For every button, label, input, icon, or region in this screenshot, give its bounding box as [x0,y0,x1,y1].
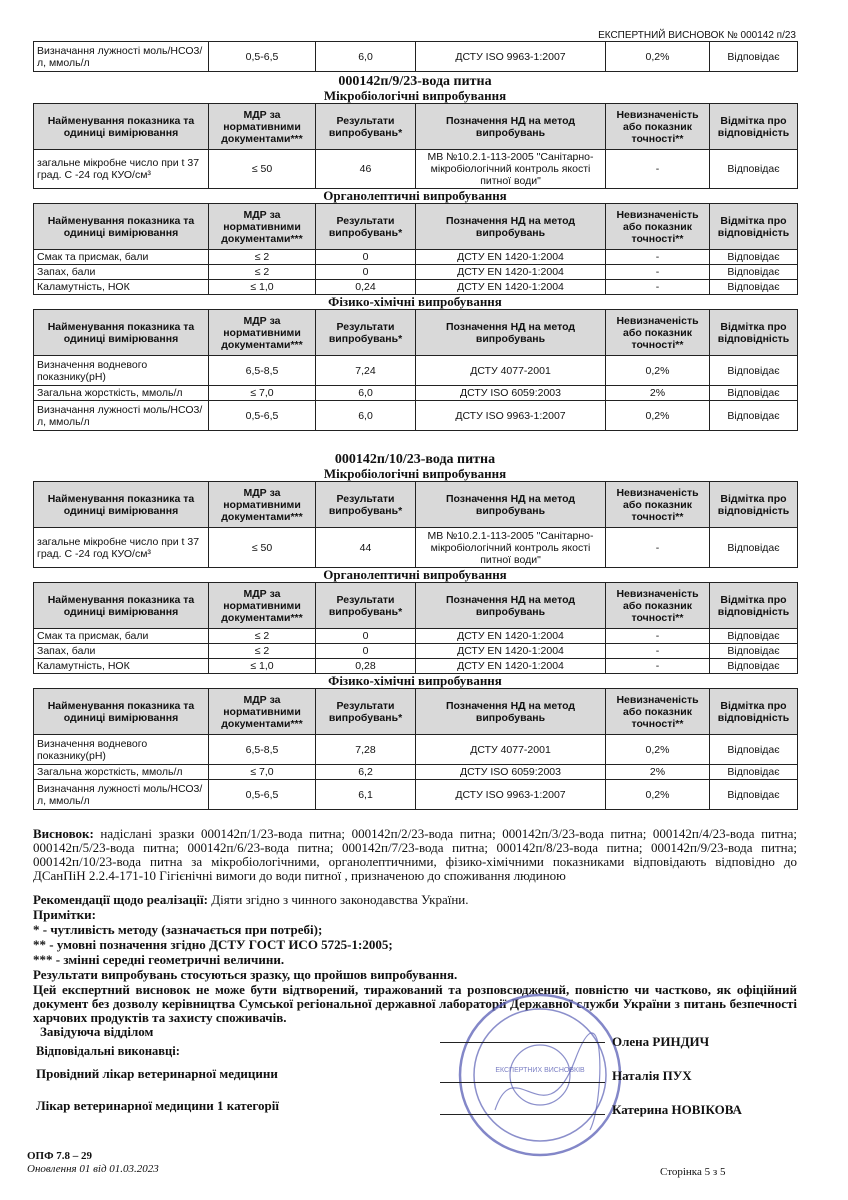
table-cell: - [606,528,710,568]
organo-section-title: Органолептичні випробування [323,567,507,582]
column-header: МДР за нормативними документами*** [209,204,316,250]
table-cell: Відповідає [710,280,798,295]
column-header: Результати випробувань* [316,482,416,528]
column-header: Результати випробувань* [316,204,416,250]
table-header-row [34,583,798,629]
table-cell: Каламутність, НОК [34,659,209,674]
table-cell: ≤ 7,0 [209,765,316,780]
table-cell: 6,0 [316,386,416,401]
signature-line [440,1114,605,1115]
table-cell: Визначання лужності моль/НСО3/л, ммоль/л [34,780,209,810]
conclusion-text: надіслані зразки 000142п/1/23-вода питна; 000142п/2/23-вода питна; 000142п/3/23-вода питна; 000142п/4/23-вода питна; 000142п/5/23-вода питна; 000142п/6/23-вода питна; 000142п/7/23-вода питна; 000142п/8/23-вода питна; 000142п/9/23-вода питна; 000142п/10/23-вода питна за мікробіологічними, органолептичними, фізико-хімічними показниками відповідають відповідно до ДСанПіН 2.2.4-171-10 Гігієнічні вимоги до води питної , призначеною до споживання людиною [33,826,797,883]
table-cell: - [606,659,710,674]
table-cell: 7,28 [316,735,416,765]
table-cell: ≤ 50 [209,528,316,568]
page-number: Сторінка 5 з 5 [660,1166,726,1178]
column-header: Відмітка про відповідність [710,689,798,735]
table-cell: 0,24 [316,280,416,295]
vet2-label: Лікар ветеринарної медицини 1 категорії [36,1098,279,1113]
table-cell: 6,1 [316,780,416,810]
table-cell: 0,5-6,5 [209,780,316,810]
table-row [34,644,798,659]
physchem-table [33,688,798,810]
table-cell: Загальна жорсткість, ммоль/л [34,386,209,401]
organo-table [33,582,798,674]
micro-section-title: Мікробіологічні випробування [323,466,507,481]
column-header: Відмітка про відповідність [710,310,798,356]
head-label: Завідуюча відділом [40,1024,154,1039]
table-row [34,280,798,295]
table-cell: МВ №10.2.1-113-2005 "Санітарно-мікробіологічний контроль якості питної води" [416,150,606,189]
executors-label: Відповідальні виконавці: [36,1044,180,1058]
table-row [34,386,798,401]
signature-line [440,1042,605,1043]
column-header: Позначення НД на метод випробувань [416,204,606,250]
table-cell: 0,5-6,5 [209,42,316,72]
column-header: Найменування показника та одиниці вимірювання [34,310,209,356]
table-cell: Відповідає [710,150,798,189]
table-cell: 7,24 [316,356,416,386]
table-cell: ДСТУ EN 1420-1:2004 [416,280,606,295]
table-cell: ДСТУ EN 1420-1:2004 [416,629,606,644]
table-cell: Відповідає [710,386,798,401]
column-header: Результати випробувань* [316,104,416,150]
table-header-row [34,104,798,150]
column-header: Результати випробувань* [316,310,416,356]
table-cell: Відповідає [710,528,798,568]
table-cell: Смак та присмак, бали [34,250,209,265]
table-row [34,356,798,386]
table-cell: загальне мікробне число при t 37 град. С -24 год КУО/см³ [34,150,209,189]
sample-title: 000142п/9/23-вода питна [338,74,492,89]
table-cell: Відповідає [710,250,798,265]
table-cell: 0,2% [606,735,710,765]
table-cell: Запах, бали [34,265,209,280]
table-row [34,528,798,568]
head-name: Олена РИНДИЧ [612,1034,710,1049]
table-row [34,780,798,810]
column-header: МДР за нормативними документами*** [209,583,316,629]
column-header: Найменування показника та одиниці вимірювання [34,204,209,250]
micro-section-title: Мікробіологічні випробування [323,88,507,103]
top-continuation [33,41,797,72]
table-cell: ДСТУ ISO 9963-1:2007 [416,401,606,431]
disclaimer: Цей експертний висновок не може бути відтворений, тиражований та розповсюджений, повністю чи частково, як офіційний документ без дозволу керівництва Сумської регіональної державної лабораторії Державної служби України з питань безпечності харчових продуктів та захисту споживачів. [33,982,797,1025]
table-cell: ДСТУ 4077-2001 [416,356,606,386]
table-cell: ДСТУ ISO 6059:2003 [416,765,606,780]
table-cell: ≤ 2 [209,644,316,659]
micro-table [33,481,798,568]
official-stamp [455,990,625,1160]
table-cell: - [606,644,710,659]
table-cell: Відповідає [710,629,798,644]
column-header: Невизначеність або показник точності** [606,583,710,629]
column-header: Найменування показника та одиниці вимірювання [34,689,209,735]
table-cell: ДСТУ ISO 9963-1:2007 [416,780,606,810]
table-cell: ДСТУ EN 1420-1:2004 [416,659,606,674]
column-header: Найменування показника та одиниці вимірювання [34,482,209,528]
vet2-name: Катерина НОВІКОВА [612,1102,742,1117]
column-header: Відмітка про відповідність [710,482,798,528]
column-header: Найменування показника та одиниці вимірювання [34,583,209,629]
sample-block [33,74,797,431]
table-cell: Визначення водневого показнику(pH) [34,735,209,765]
table-cell: 0,2% [606,42,710,72]
table-cell: Відповідає [710,765,798,780]
table-cell: Відповідає [710,780,798,810]
organo-section-title: Органолептичні випробування [323,188,507,203]
table-cell: ≤ 1,0 [209,280,316,295]
column-header: Відмітка про відповідність [710,204,798,250]
table-cell: ≤ 2 [209,265,316,280]
table-row [34,401,798,431]
table-row [34,150,798,189]
table-cell: 6,0 [316,401,416,431]
table-cell: 0 [316,250,416,265]
table-row [34,659,798,674]
table-cell: 0,2% [606,780,710,810]
table-cell: 2% [606,765,710,780]
table-cell: Каламутність, НОК [34,280,209,295]
sample-title: 000142п/10/23-вода питна [334,452,496,467]
table-cell: 0 [316,629,416,644]
column-header: Результати випробувань* [316,689,416,735]
table-cell: 6,5-8,5 [209,356,316,386]
table-cell: 0 [316,265,416,280]
column-header: Відмітка про відповідність [710,583,798,629]
table-cell: Відповідає [710,735,798,765]
table-row [34,765,798,780]
table-cell: Визначення водневого показнику(pH) [34,356,209,386]
table-cell: загальне мікробне число при t 37 град. С -24 год КУО/см³ [34,528,209,568]
table-cell: ДСТУ EN 1420-1:2004 [416,644,606,659]
table-cell: 0,2% [606,356,710,386]
table-row [34,735,798,765]
document-header: ЕКСПЕРТНИЙ ВИСНОВОК № 000142 п/23 [598,30,796,41]
recommendation-label: Рекомендації щодо реалізації: [33,892,208,907]
column-header: Позначення НД на метод випробувань [416,482,606,528]
table-cell: 6,5-8,5 [209,735,316,765]
table-row [34,42,798,72]
continuation-table [33,41,798,72]
column-header: Позначення НД на метод випробувань [416,583,606,629]
column-header: Невизначеність або показник точності** [606,689,710,735]
table-cell: 0,2% [606,401,710,431]
table-cell: Відповідає [710,659,798,674]
table-cell: ≤ 2 [209,629,316,644]
table-cell: ≤ 2 [209,250,316,265]
sample-block [33,452,797,810]
table-cell: Смак та присмак, бали [34,629,209,644]
conclusion [33,827,797,883]
column-header: Позначення НД на метод випробувань [416,689,606,735]
organo-table [33,203,798,295]
table-cell: 0 [316,644,416,659]
column-header: МДР за нормативними документами*** [209,104,316,150]
table-cell: - [606,629,710,644]
table-cell: ДСТУ EN 1420-1:2004 [416,250,606,265]
table-cell: ≤ 50 [209,150,316,189]
physchem-table [33,309,798,431]
table-cell: - [606,250,710,265]
table-row [34,265,798,280]
recommendation-text: Діяти згідно з чинного законодавства України. [207,892,469,907]
table-header-row [34,482,798,528]
table-cell: 44 [316,528,416,568]
note-item: *** - змінні середні геометричні величини. [33,952,285,967]
table-row [34,250,798,265]
table-cell: 6,2 [316,765,416,780]
table-cell: Загальна жорсткість, ммоль/л [34,765,209,780]
column-header: Невизначеність або показник точності** [606,482,710,528]
revision-info: Оновлення 01 від 01.03.2023 [27,1163,159,1175]
table-cell: ДСТУ 4077-2001 [416,735,606,765]
physchem-section-title: Фізико-хімічні випробування [328,294,502,309]
table-row [34,629,798,644]
table-cell: 46 [316,150,416,189]
vet1-label: Провідний лікар ветеринарної медицини [36,1066,278,1081]
table-cell: Відповідає [710,401,798,431]
column-header: Найменування показника та одиниці вимірювання [34,104,209,150]
table-cell: 0,5-6,5 [209,401,316,431]
table-cell: ДСТУ EN 1420-1:2004 [416,265,606,280]
column-header: МДР за нормативними документами*** [209,482,316,528]
vet1-name: Наталія ПУХ [612,1068,692,1083]
table-header-row [34,689,798,735]
table-cell: Запах, бали [34,644,209,659]
table-cell: МВ №10.2.1-113-2005 "Санітарно-мікробіологічний контроль якості питної води" [416,528,606,568]
recommendation [33,893,797,907]
table-cell: ДСТУ ISO 6059:2003 [416,386,606,401]
table-cell: - [606,265,710,280]
table-cell: 0,28 [316,659,416,674]
stamp-label: ЕКСПЕРТНИХ ВИСНОВКІВ [495,1067,585,1074]
column-header: Невизначеність або показник точності** [606,104,710,150]
note-item: * - чутливість методу (зазначається при потребі); [33,922,323,937]
column-header: Позначення НД на метод випробувань [416,104,606,150]
table-cell: Відповідає [710,42,798,72]
column-header: Відмітка про відповідність [710,104,798,150]
conclusion-label: Висновок: [33,826,94,841]
note-item: ** - умовні позначення згідно ДСТУ ГОСТ ИСО 5725-1:2005; [33,937,393,952]
column-header: Позначення НД на метод випробувань [416,310,606,356]
table-cell: ДСТУ ISO 9963-1:2007 [416,42,606,72]
column-header: МДР за нормативними документами*** [209,310,316,356]
table-cell: Відповідає [710,356,798,386]
table-cell: Відповідає [710,265,798,280]
table-cell: - [606,150,710,189]
table-cell: Визначання лужності моль/НСО3/л, ммоль/л [34,42,209,72]
notes-title: Примітки: [33,907,96,922]
form-code: ОПФ 7.8 – 29 [27,1150,93,1162]
table-header-row [34,310,798,356]
micro-table [33,103,798,189]
results-note: Результати випробувань стосуються зразку, що пройшов випробування. [33,967,458,982]
table-cell: 2% [606,386,710,401]
table-cell: Визначання лужності моль/НСО3/л, ммоль/л [34,401,209,431]
table-cell: 6,0 [316,42,416,72]
column-header: Невизначеність або показник точності** [606,310,710,356]
table-cell: ≤ 1,0 [209,659,316,674]
column-header: Результати випробувань* [316,583,416,629]
physchem-section-title: Фізико-хімічні випробування [328,673,502,688]
signature-line [440,1082,605,1083]
table-cell: Відповідає [710,644,798,659]
table-header-row [34,204,798,250]
table-cell: - [606,280,710,295]
column-header: Невизначеність або показник точності** [606,204,710,250]
column-header: МДР за нормативними документами*** [209,689,316,735]
table-cell: ≤ 7,0 [209,386,316,401]
